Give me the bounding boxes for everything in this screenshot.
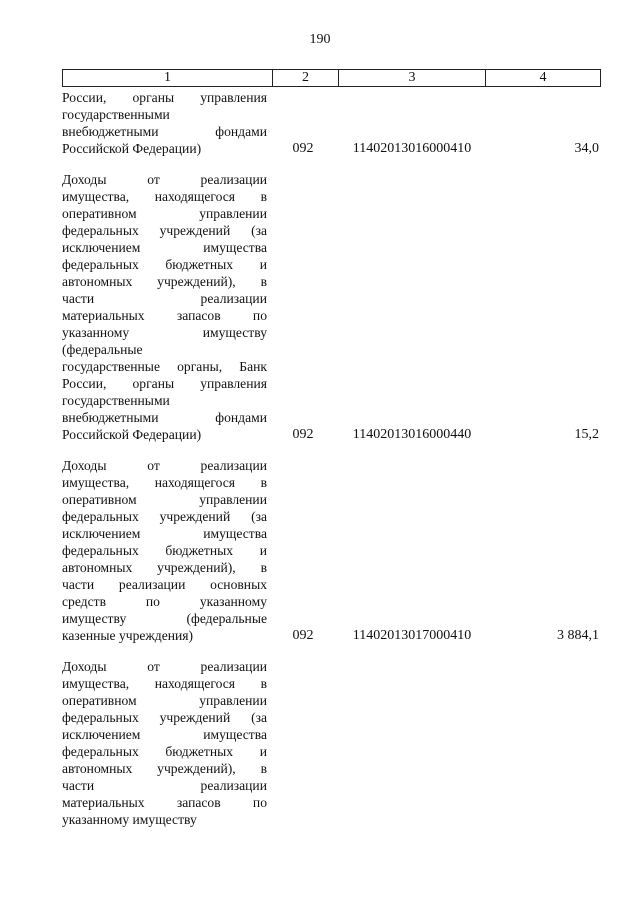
description-line: Доходы от реализации	[62, 659, 267, 674]
description-line: казенные учреждения)	[62, 628, 194, 643]
description-line: государственными	[62, 393, 170, 408]
description-line: Российской Федерации)	[62, 427, 202, 442]
description-line: указанному имуществу	[62, 812, 197, 827]
description-line: федеральных учреждений (за	[62, 223, 267, 238]
budget-classification-code: 11402013016000410	[352, 141, 472, 156]
description-line: Российской Федерации)	[62, 141, 202, 156]
description-line: государственные органы, Банк	[62, 359, 267, 374]
admin-code: 092	[292, 427, 314, 442]
column-header-1: 1	[63, 70, 273, 86]
description-line: (федеральные	[62, 342, 143, 357]
description-line: федеральных учреждений (за	[62, 710, 267, 725]
description-line: федеральных бюджетных и	[62, 744, 267, 759]
description-line: оперативном управлении	[62, 206, 267, 221]
description-line: федеральных бюджетных и	[62, 543, 267, 558]
description-line: части реализации	[62, 291, 267, 306]
amount: 3 884,1	[557, 628, 599, 643]
admin-code: 092	[292, 628, 314, 643]
description-line: указанному имуществу	[62, 325, 267, 340]
description-line: Доходы от реализации	[62, 172, 267, 187]
description-line: автономных учреждений), в	[62, 761, 267, 776]
description-line: государственными	[62, 107, 170, 122]
description-line: внебюджетными фондами	[62, 124, 267, 139]
table-row	[62, 457, 601, 644]
description-line: Доходы от реализации	[62, 458, 267, 473]
description-line: имущества, находящегося в	[62, 189, 267, 204]
column-header-4: 4	[539, 70, 547, 85]
description-line: исключением имущества	[62, 526, 267, 541]
description-line: автономных учреждений), в	[62, 274, 267, 289]
amount: 15,2	[574, 427, 599, 442]
description-line: средств по указанному	[62, 594, 267, 609]
budget-classification-code: 11402013017000410	[352, 628, 472, 643]
description-line: России, органы управления	[62, 376, 267, 391]
row-description	[62, 457, 267, 644]
column-header-2: 2	[273, 70, 339, 86]
table-row	[62, 171, 601, 443]
table-body	[62, 89, 601, 842]
row-description	[62, 658, 267, 828]
row-description	[62, 171, 267, 443]
description-line: имущества, находящегося в	[62, 676, 267, 691]
description-line: материальных запасов по	[62, 795, 267, 810]
description-line: имущества, находящегося в	[62, 475, 267, 490]
description-line: России, органы управления	[62, 90, 267, 105]
description-line: федеральных бюджетных и	[62, 257, 267, 272]
description-line: автономных учреждений), в	[62, 560, 267, 575]
description-line: оперативном управлении	[62, 492, 267, 507]
description-line: части реализации	[62, 778, 267, 793]
description-line: части реализации основных	[62, 577, 267, 592]
description-line: федеральных учреждений (за	[62, 509, 267, 524]
table-row	[62, 658, 601, 828]
amount: 34,0	[574, 141, 599, 156]
column-header-3: 3	[339, 70, 486, 86]
description-line: внебюджетными фондами	[62, 410, 267, 425]
description-line: материальных запасов по	[62, 308, 267, 323]
description-line: исключением имущества	[62, 727, 267, 742]
budget-classification-code: 11402013016000440	[352, 427, 472, 442]
description-line: исключением имущества	[62, 240, 267, 255]
description-line: имуществу (федеральные	[62, 611, 267, 626]
description-line: оперативном управлении	[62, 693, 267, 708]
admin-code: 092	[292, 141, 314, 156]
table-row	[62, 89, 601, 157]
row-description	[62, 89, 267, 157]
table-column-header	[62, 69, 601, 87]
page-number: 190	[309, 32, 331, 47]
